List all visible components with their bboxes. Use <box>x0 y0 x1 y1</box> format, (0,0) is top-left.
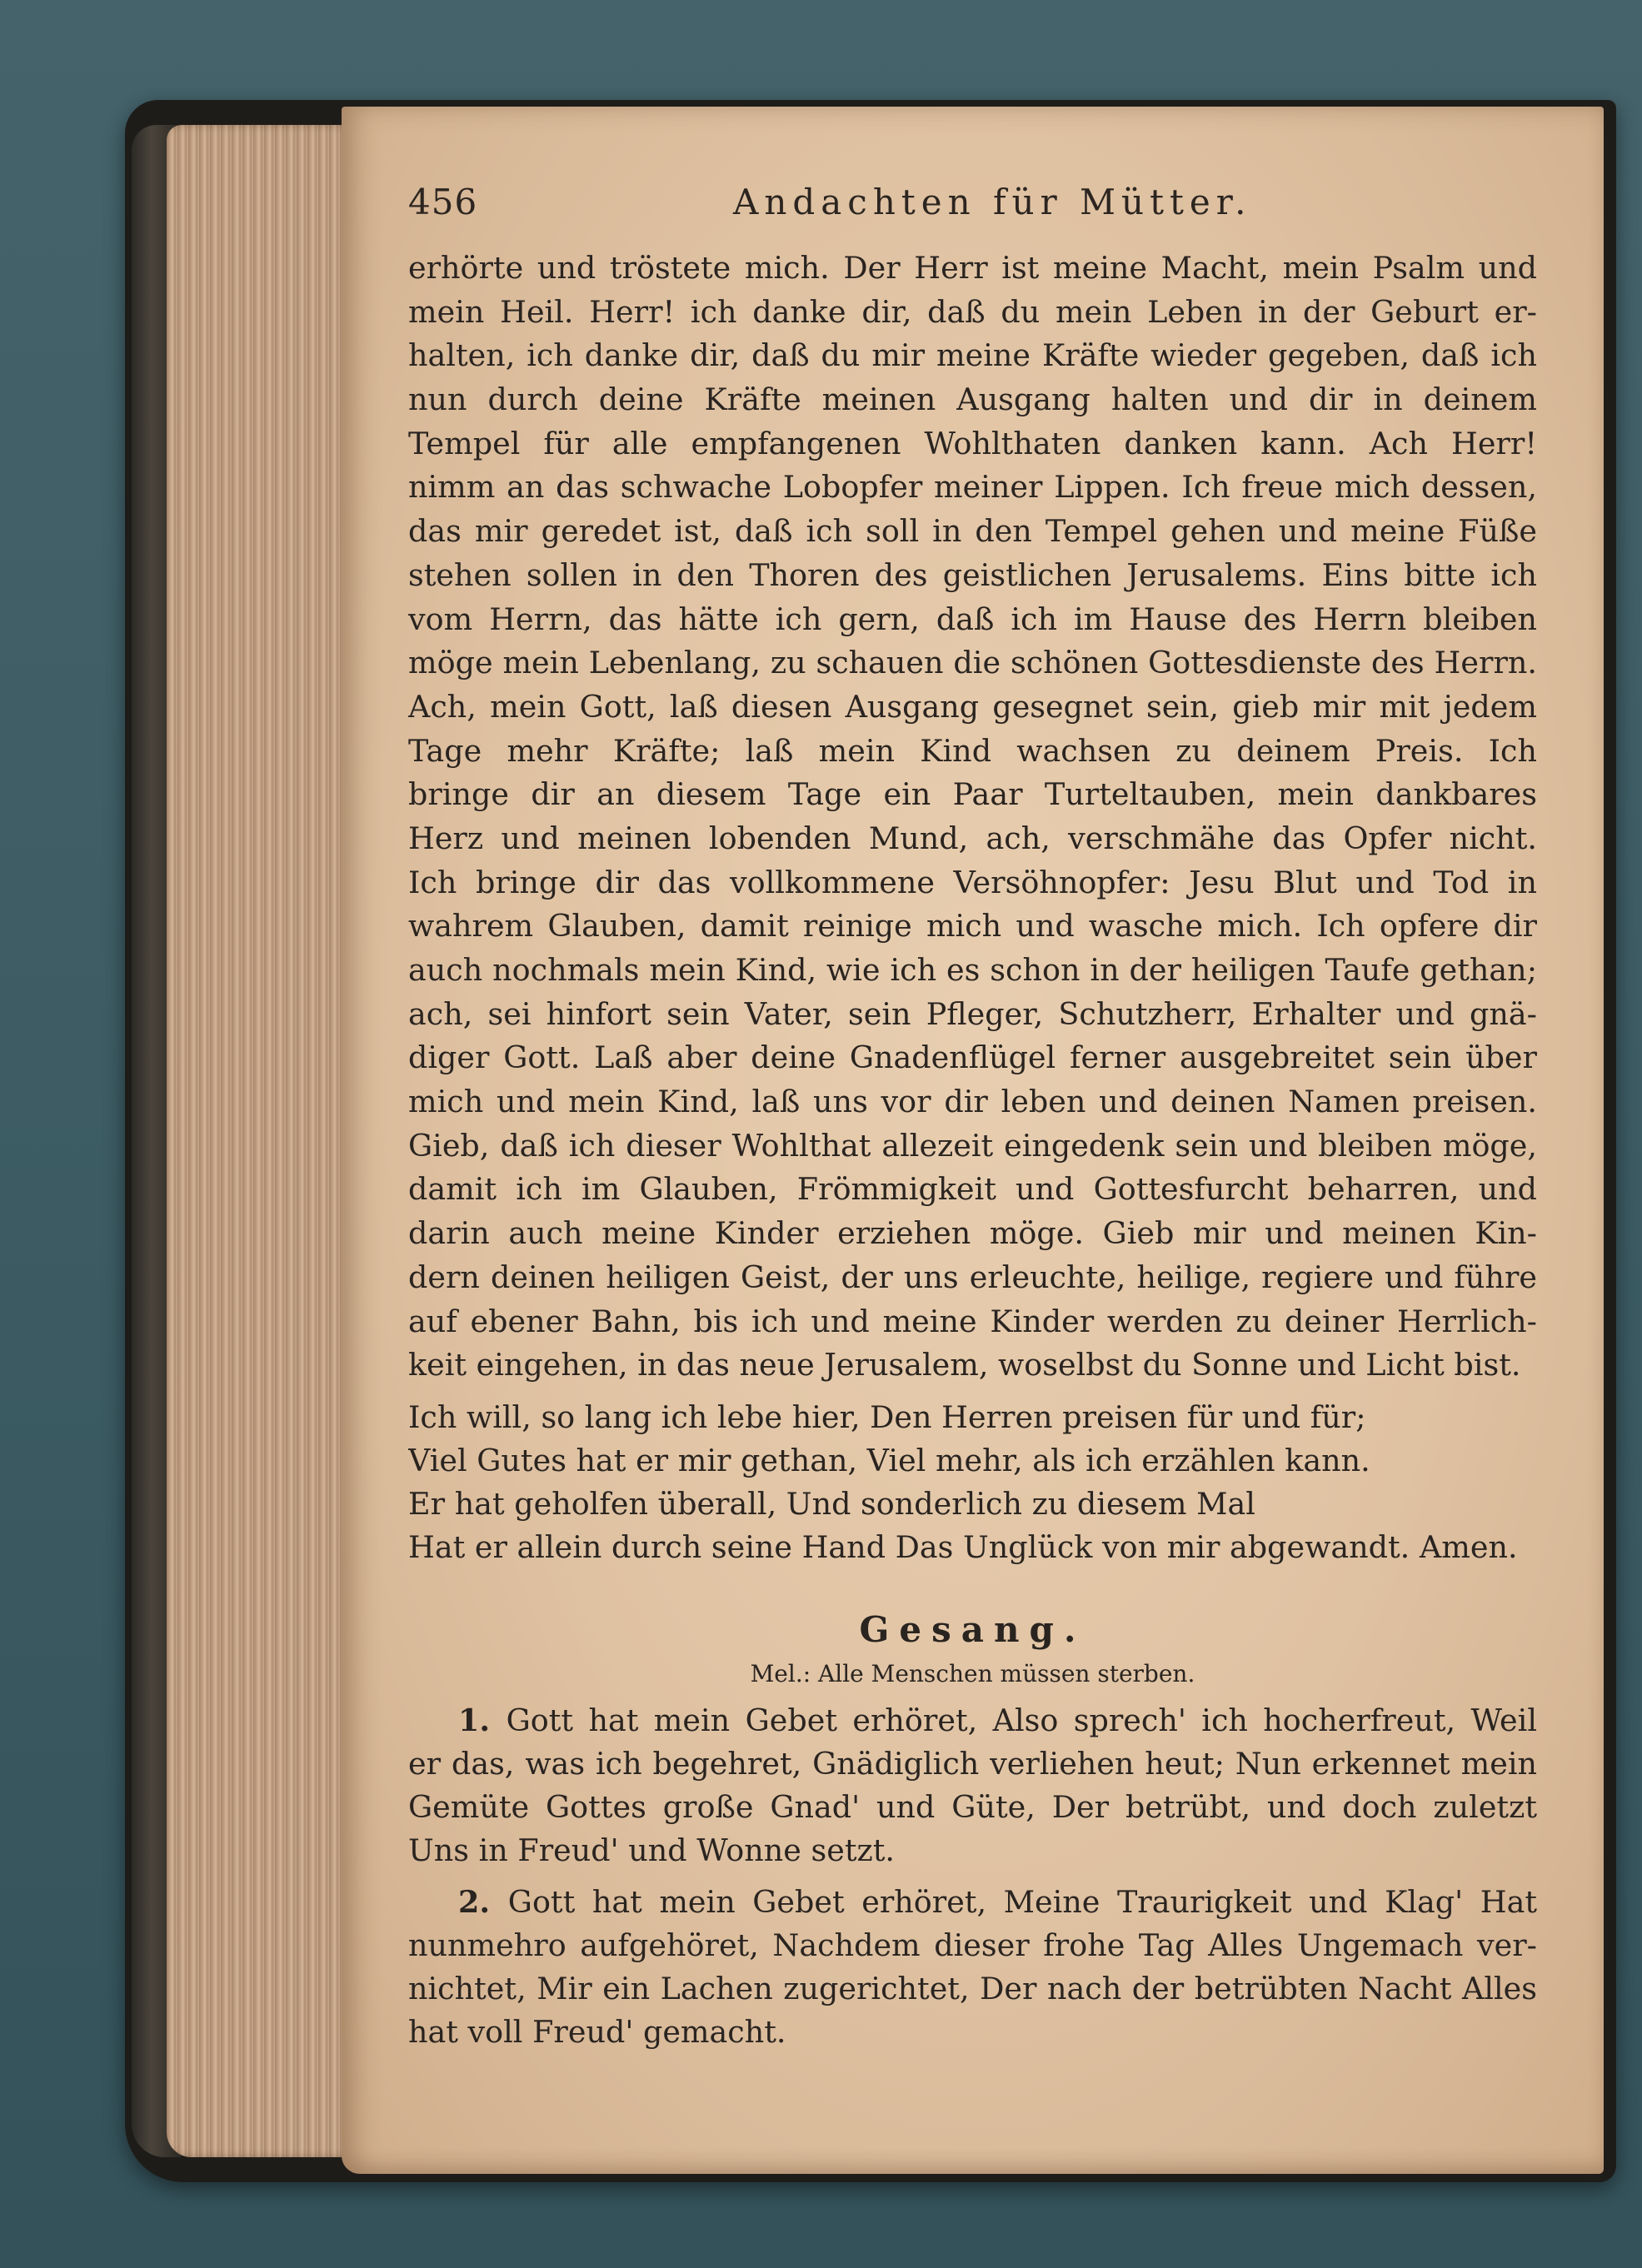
prayer-line: das mir geredet ist, daß ich soll in den Tempel gehen und meine Füße <box>408 513 1537 550</box>
prayer-line: auch nochmals mein Kind, wie ich es schon in der heiligen Taufe gethan; <box>408 952 1537 988</box>
running-head: Andachten für Mütter. <box>733 182 1252 222</box>
stanza-line: hat voll Freud' gemacht. <box>408 2013 786 2050</box>
prayer-paragraph <box>408 247 1537 1388</box>
hymn-title: Gesang. <box>859 1608 1086 1650</box>
stanza-line: nichtet, Mir ein Lachen zugerichtet, Der nach der betrübten Nacht Alles <box>408 1970 1537 2006</box>
prayer-line: Ach, mein Gott, laß diesen Ausgang gesegnet sein, gieb mir mit jedem <box>408 688 1537 725</box>
stanza-line: 1. Gott hat mein Gebet erhöret, Also sprech' ich hocherfreut, Weil <box>458 1702 1537 1738</box>
hymn-stanza <box>408 1699 1537 1872</box>
page-header <box>342 182 1604 240</box>
prayer-line: wahrem Glauben, damit reinige mich und wasche mich. Ich opfere dir <box>408 908 1537 945</box>
page-number: 456 <box>408 182 478 222</box>
stanza-line: Gemüte Gottes große Gnad' und Güte, Der betrübt, und doch zuletzt <box>408 1788 1537 1825</box>
page-edges <box>167 125 362 2157</box>
prayer-line: erhörte und tröstete mich. Der Herr ist meine Macht, mein Psalm und <box>408 250 1537 286</box>
stanza-line: Uns in Freud' und Wonne setzt. <box>408 1832 895 1868</box>
prayer-line: vom Herrn, das hätte ich gern, daß ich im Hause des Herrn bleiben <box>408 601 1537 637</box>
prayer-line: keit eingehen, in das neue Jerusalem, woselbst du Sonne und Licht bist. <box>408 1347 1521 1383</box>
stanza-line: er das, was ich begehret, Gnädiglich verliehen heut; Nun erkennet mein <box>408 1745 1537 1782</box>
stanza-number: 2. <box>458 1883 508 1920</box>
book-page <box>342 107 1604 2174</box>
prayer-line: Tage mehr Kräfte; laß mein Kind wachsen zu deinem Preis. Ich <box>408 732 1537 769</box>
spacer <box>408 1388 1537 1396</box>
prayer-line: bringe dir an diesem Tage ein Paar Turteltauben, mein dankbares <box>408 776 1537 813</box>
prayer-line: mich und mein Kind, laß uns vor dir leben und deinen Namen preisen. <box>408 1084 1537 1120</box>
prayer-line: möge mein Lebenlang, zu schauen die schönen Gottesdienste des Herrn. <box>408 645 1537 681</box>
prayer-line: auf ebener Bahn, bis ich und meine Kinder werden zu deiner Herrlich- <box>408 1303 1537 1339</box>
prayer-line: damit ich im Glauben, Frömmigkeit und Gottesfurcht beharren, und <box>408 1171 1537 1208</box>
page-body <box>408 247 1537 2054</box>
verse-line: Viel Gutes hat er mir gethan, Viel mehr, als ich erzählen kann. <box>408 1442 1370 1478</box>
stanza-line: 2. Gott hat mein Gebet erhöret, Meine Traurigkeit und Klag' Hat <box>458 1883 1537 1920</box>
prayer-line: Herz und meinen lobenden Mund, ach, verschmähe das Opfer nicht. <box>408 820 1537 856</box>
prayer-line: darin auch meine Kinder erziehen möge. Gieb mir und meinen Kin- <box>408 1215 1537 1252</box>
verse-line: Hat er allein durch seine Hand Das Unglück von mir abgewandt. Amen. <box>408 1528 1518 1565</box>
hymn-melody: Mel.: Alle Menschen müssen sterben. <box>750 1659 1195 1687</box>
verse-line: Er hat geholfen überall, Und sonderlich zu diesem Mal <box>408 1485 1255 1522</box>
prayer-line: Ich bringe dir das vollkommene Versöhnopfer: Jesu Blut und Tod in <box>408 864 1537 900</box>
prayer-line: ach, sei hinfort sein Vater, sein Pfleger, Schutzherr, Erhalter und gnä- <box>408 995 1537 1032</box>
verse-line: Ich will, so lang ich lebe hier, Den Herren preisen für und für; <box>408 1398 1366 1435</box>
prayer-line: Tempel für alle empfangenen Wohlthaten danken kann. Ach Herr! <box>408 425 1537 461</box>
prayer-line: halten, ich danke dir, daß du mir meine Kräfte wieder gegeben, daß ich <box>408 337 1537 374</box>
prayer-line: stehen sollen in den Thoren des geistlichen Jerusalems. Eins bitte ich <box>408 556 1537 593</box>
prayer-line: mein Heil. Herr! ich danke dir, daß du mein Leben in der Geburt er- <box>408 293 1537 330</box>
stanza-line: nunmehro aufgehöret, Nachdem dieser frohe Tag Alles Ungemach ver- <box>408 1927 1537 1963</box>
hymn-stanzas <box>408 1699 1537 2054</box>
prayer-line: Gieb, daß ich dieser Wohlthat allezeit eingedenk sein und bleiben möge, <box>408 1127 1537 1164</box>
prayer-line: diger Gott. Laß aber deine Gnadenflügel ferner ausgebreitet sein über <box>408 1039 1537 1076</box>
prayer-line: nimm an das schwache Lobopfer meiner Lippen. Ich freue mich dessen, <box>408 469 1537 506</box>
hymn-stanza <box>408 1881 1537 2054</box>
stanza-number: 1. <box>458 1702 507 1738</box>
prayer-line: nun durch deine Kräfte meinen Ausgang halten und dir in deinem <box>408 381 1537 418</box>
closing-verse <box>408 1396 1537 1569</box>
prayer-line: dern deinen heiligen Geist, der uns erleuchte, heilige, regiere und führe <box>408 1259 1537 1295</box>
